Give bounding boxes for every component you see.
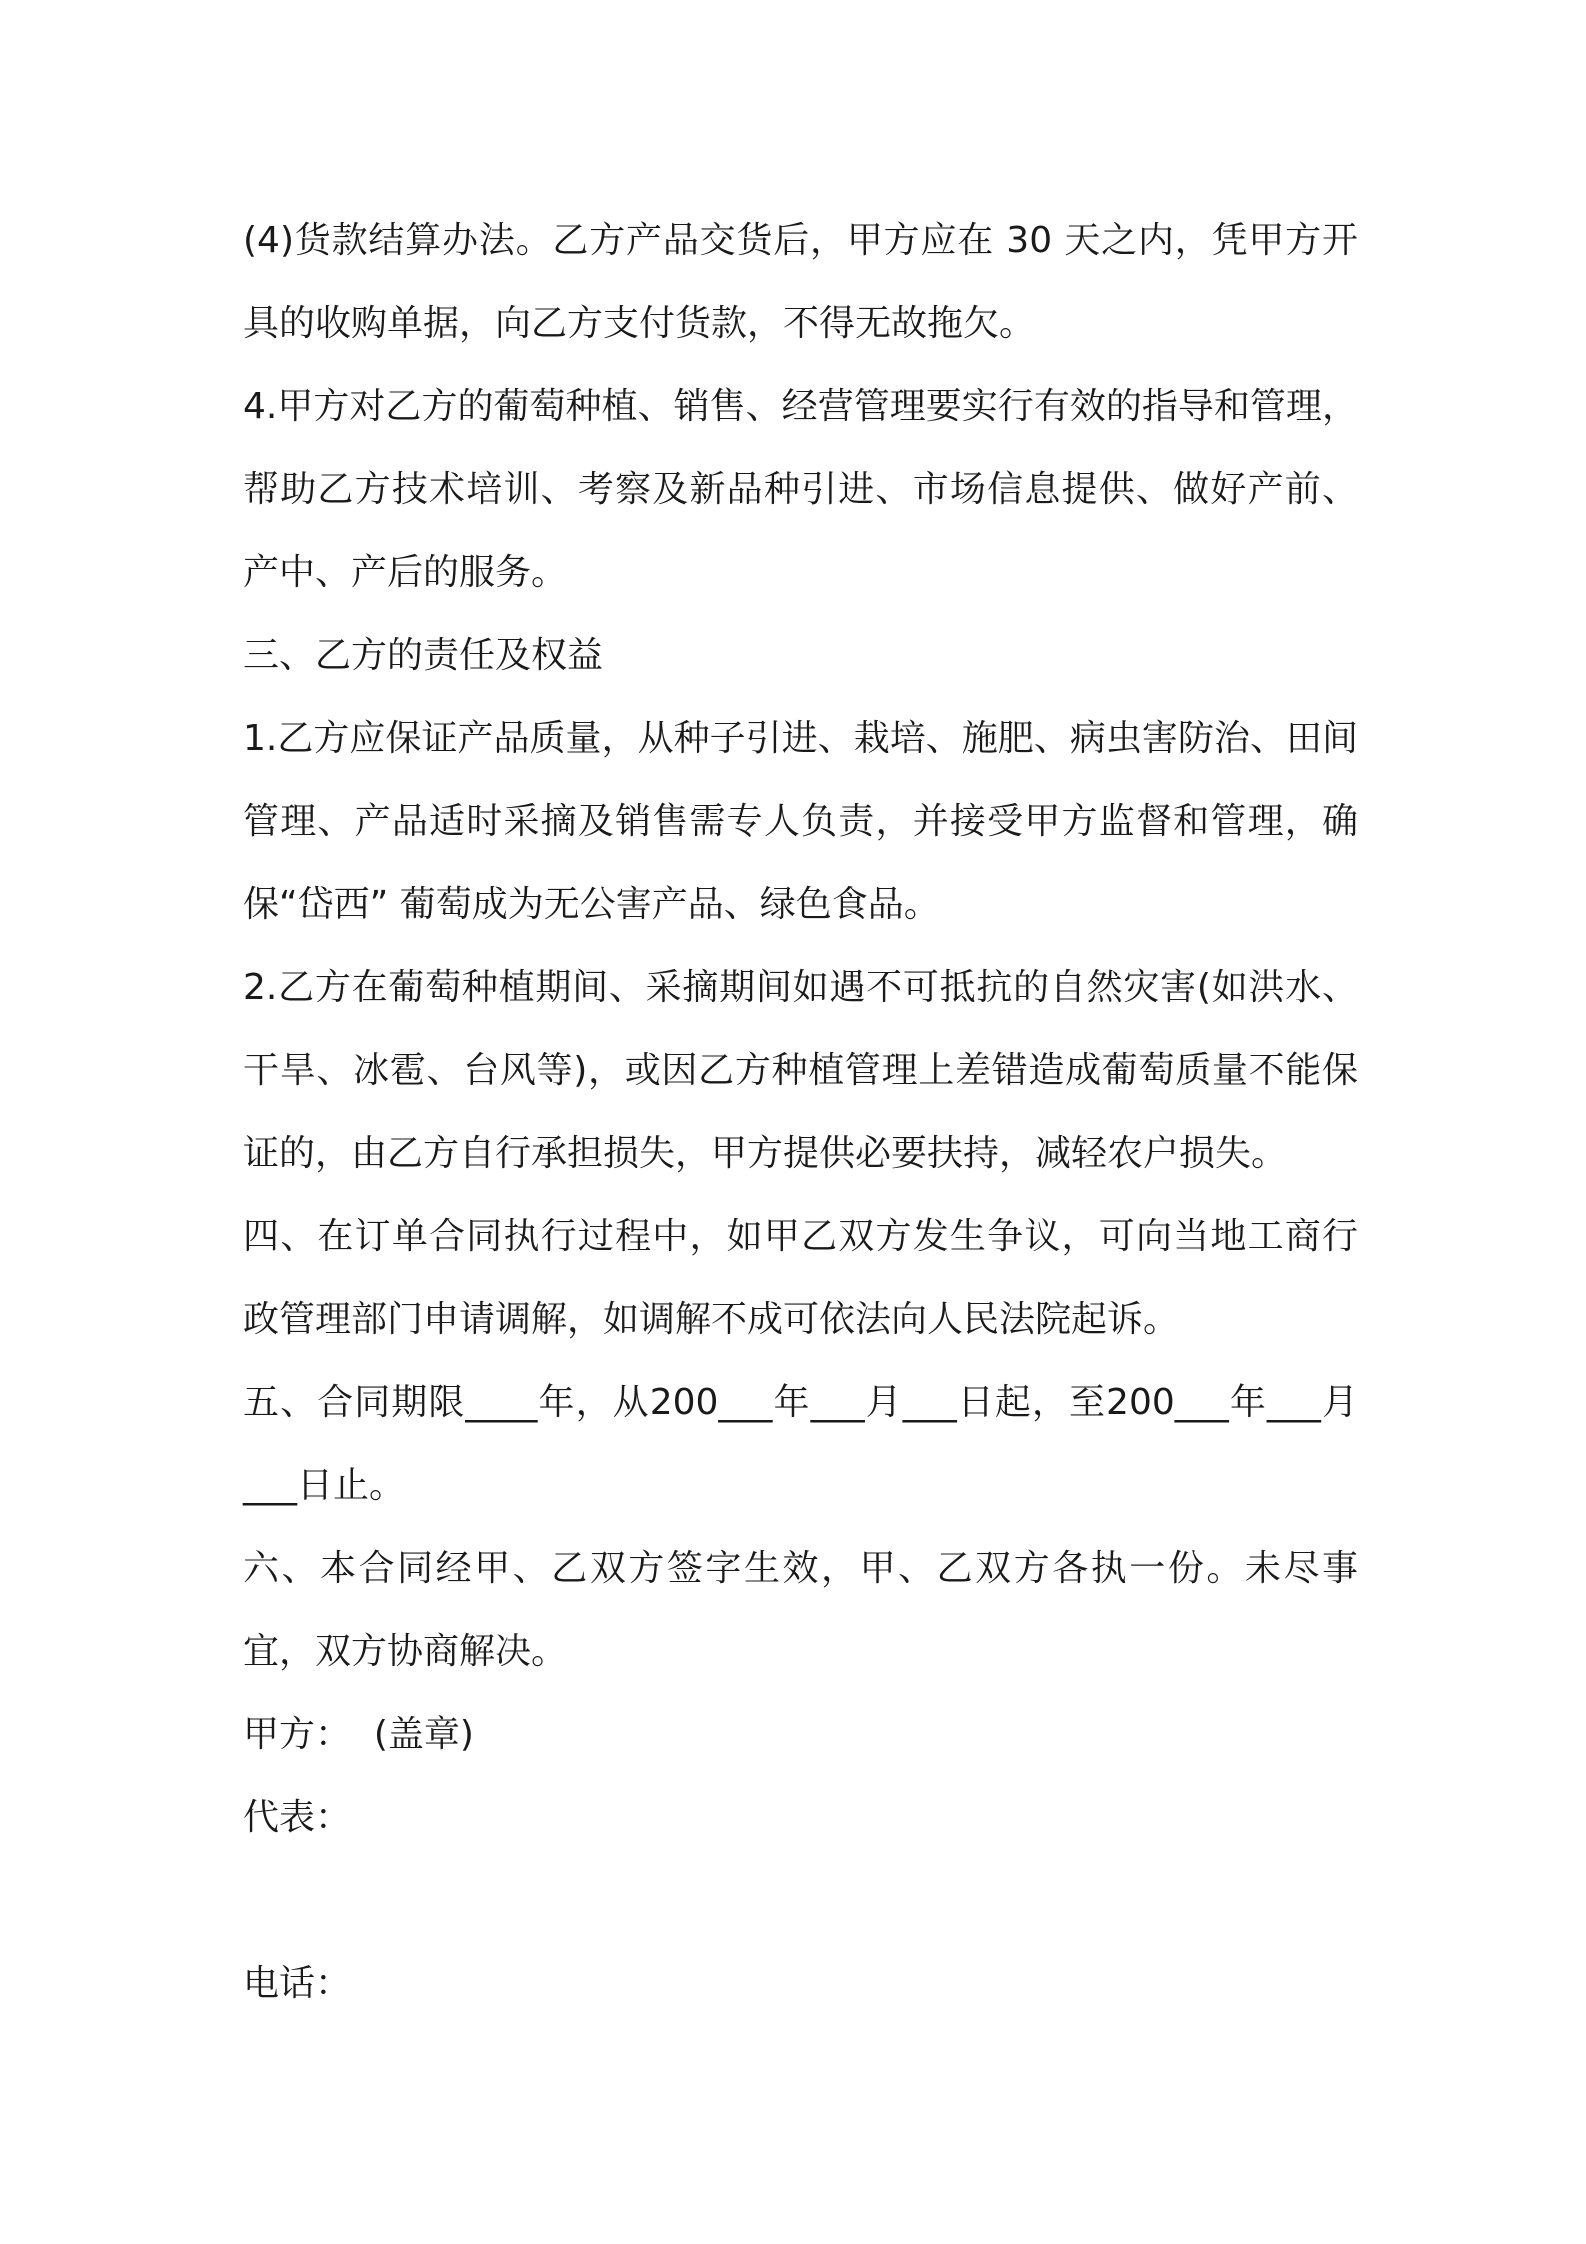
signature-party-a: 甲方： (盖章): [243, 1714, 474, 1755]
clause-dispute-resolution: 四、在订单合同执行过程中，如甲乙双方发生争议，可向当地工商行政管理部门申请调解，如调解不成可依法向人民法院起诉。: [243, 1216, 1358, 1340]
clause-effectiveness: 六、本合同经甲、乙双方签字生效，甲、乙双方各执一份。未尽事宜，双方协商解决。: [243, 1548, 1358, 1672]
clause-party-b-quality: 1.乙方应保证产品质量，从种子引进、栽培、施肥、病虫害防治、田间管理、产品适时采摘及销售需专人负责，并接受甲方监督和管理，确保“岱西” 葡萄成为无公害产品、绿色食品。: [243, 718, 1358, 925]
signature-representative: 代表：: [243, 1797, 352, 1838]
clause-party-b-disaster: 2.乙方在葡萄种植期间、采摘期间如遇不可抵抗的自然灾害(如洪水、干旱、冰雹、台风等)，或因乙方种植管理上差错造成葡萄质量不能保证的，由乙方自行承担损失，甲方提供必要扶持，减轻农户损失。: [243, 967, 1358, 1174]
clause-contract-term: 五、合同期限____年，从200___年___月___日起，至200___年___月___日止。: [243, 1382, 1358, 1506]
signature-spacing: [243, 1859, 1358, 1942]
clause-payment-settlement: (4)货款结算办法。乙方产品交货后，甲方应在 30 天之内，凭甲方开具的收购单据，向乙方支付货款，不得无故拖欠。: [243, 220, 1358, 344]
document-body: [243, 199, 1358, 2025]
section-heading-party-b-duties: 三、乙方的责任及权益: [243, 635, 604, 676]
clause-party-a-guidance: 4.甲方对乙方的葡萄种植、销售、经营管理要实行有效的指导和管理，帮助乙方技术培训、考察及新品种引进、市场信息提供、做好产前、产中、产后的服务。: [243, 386, 1358, 593]
signature-phone: 电话：: [243, 1963, 352, 2004]
